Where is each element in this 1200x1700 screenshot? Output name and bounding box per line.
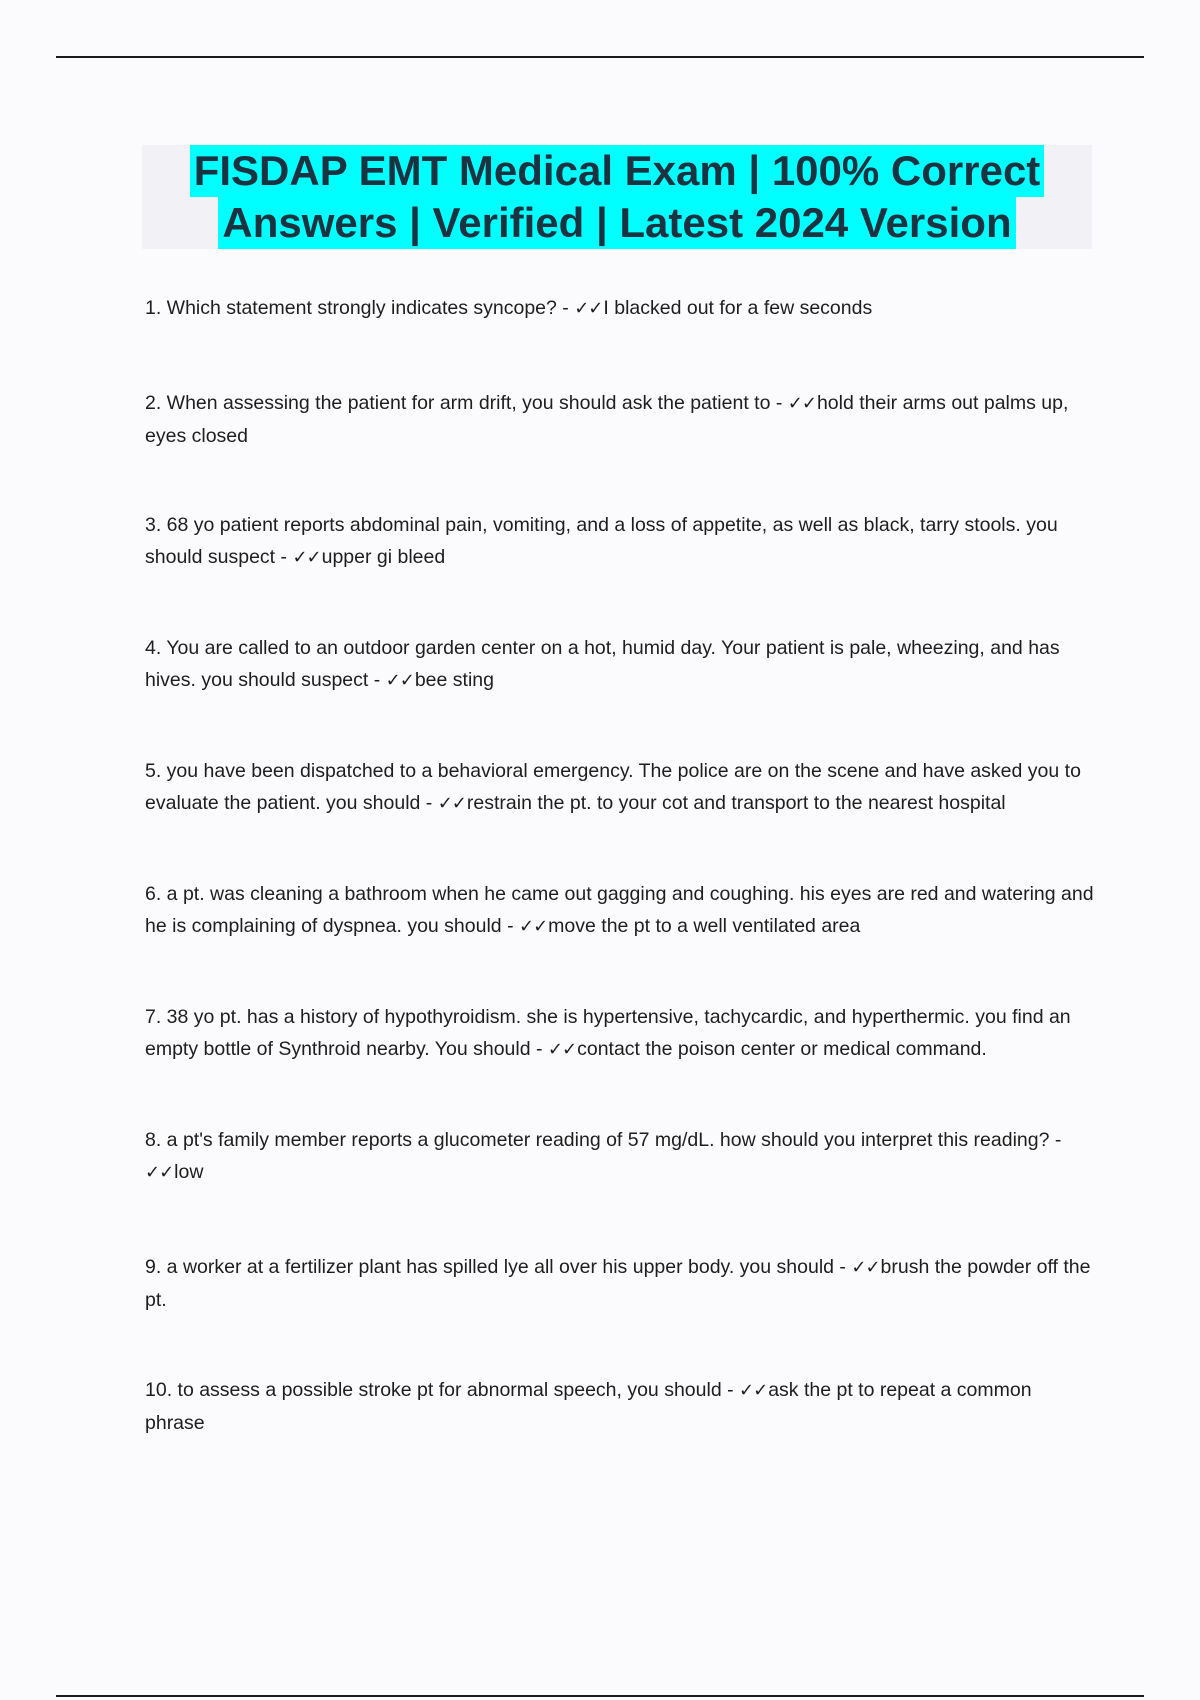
answer-text: ask the pt to repeat a common phrase: [145, 1379, 1032, 1434]
qa-item: [145, 878, 1095, 943]
separator: -: [530, 1038, 548, 1060]
check-icon: ✓✓: [519, 916, 548, 937]
qa-item: [145, 632, 1095, 697]
qa-item: [145, 1374, 1095, 1439]
answer-text: low: [174, 1161, 204, 1183]
question-text: 7. 38 yo pt. has a history of hypothyroidism. she is hypertensive, tachycardic, and hyperthermic. you find an empty bottle of Synthroid nearby. You should: [145, 1006, 1071, 1060]
answer-text: contact the poison center or medical command.: [577, 1038, 987, 1060]
check-icon: ✓✓: [292, 547, 321, 568]
separator: -: [420, 792, 438, 814]
qa-item: [145, 387, 1095, 452]
answer-text: upper gi bleed: [321, 546, 446, 568]
question-text: 1. Which statement strongly indicates syncope?: [145, 297, 557, 319]
answer-text: brush the powder off the pt.: [145, 1256, 1091, 1311]
check-icon: ✓✓: [787, 393, 816, 414]
separator: -: [721, 1379, 740, 1401]
question-text: 10. to assess a possible stroke pt for abnormal speech, you should: [145, 1379, 722, 1401]
check-icon: ✓✓: [547, 1039, 577, 1060]
qa-item: [145, 1251, 1095, 1316]
check-icon: ✓✓: [385, 670, 414, 691]
page-title-line-1: FISDAP EMT Medical Exam | 100% Correct: [190, 145, 1045, 197]
page-title-line-2: Answers | Verified | Latest 2024 Version: [218, 197, 1015, 249]
check-icon: ✓✓: [145, 1162, 174, 1183]
check-icon: ✓✓: [739, 1380, 768, 1401]
separator: -: [556, 297, 575, 319]
answer-text: hold their arms out palms up, eyes closed: [145, 392, 1069, 447]
question-text: 6. a pt. was cleaning a bathroom when he came out gagging and coughing. his eyes are red and watering and he is complaining of dyspnea. you should: [145, 883, 1094, 937]
separator: -: [275, 546, 293, 568]
question-text: 8. a pt's family member reports a glucometer reading of 57 mg/dL. how should you interpret this reading?: [145, 1129, 1050, 1151]
question-text: 5. you have been dispatched to a behavioral emergency. The police are on the scene and have asked you to evaluate the patient. you should: [145, 760, 1081, 814]
separator: -: [770, 392, 788, 414]
check-icon: ✓✓: [574, 298, 603, 319]
title-block: [142, 145, 1092, 249]
separator: -: [368, 669, 386, 691]
qa-item: [145, 1001, 1095, 1066]
answer-text: bee sting: [414, 669, 494, 691]
question-text: 3. 68 yo patient reports abdominal pain, vomiting, and a loss of appetite, as well as black, tarry stools. you should suspect: [145, 514, 1058, 568]
qa-item: [145, 755, 1095, 820]
answer-text: restrain the pt. to your cot and transport to the nearest hospital: [466, 792, 1006, 814]
answer-text: I blacked out for a few seconds: [603, 297, 873, 319]
answer-text: move the pt to a well ventilated area: [548, 915, 861, 937]
question-text: 9. a worker at a fertilizer plant has spilled lye all over his upper body. you should: [145, 1256, 835, 1278]
top-rule: [56, 56, 1144, 58]
qa-item: [145, 292, 1095, 325]
question-text: 4. You are called to an outdoor garden center on a hot, humid day. Your patient is pale, wheezing, and has hives. you should suspect: [145, 637, 1060, 691]
separator: -: [834, 1256, 852, 1278]
qa-item: [145, 509, 1095, 574]
qa-item: [145, 1124, 1095, 1189]
bottom-rule: [56, 1695, 1144, 1697]
check-icon: ✓✓: [437, 793, 466, 814]
separator: -: [501, 915, 519, 937]
check-icon: ✓✓: [851, 1257, 880, 1278]
question-text: 2. When assessing the patient for arm drift, you should ask the patient to: [145, 392, 771, 414]
separator: -: [1049, 1129, 1062, 1151]
